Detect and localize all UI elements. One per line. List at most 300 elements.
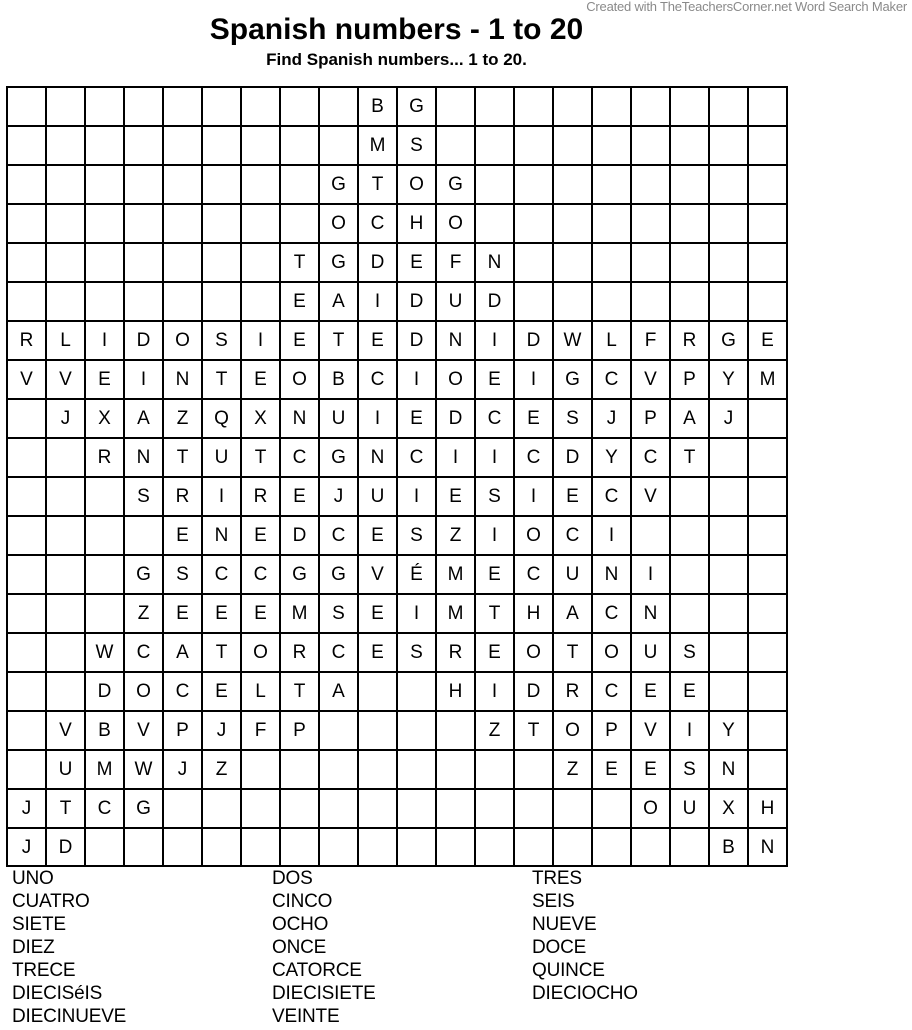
- grid-cell[interactable]: [358, 672, 397, 711]
- grid-cell[interactable]: [670, 165, 709, 204]
- grid-cell[interactable]: [670, 828, 709, 866]
- grid-cell[interactable]: O: [553, 711, 592, 750]
- grid-cell[interactable]: C: [397, 438, 436, 477]
- grid-cell[interactable]: R: [436, 633, 475, 672]
- grid-cell[interactable]: [46, 516, 85, 555]
- grid-cell[interactable]: [241, 204, 280, 243]
- grid-cell[interactable]: N: [475, 243, 514, 282]
- grid-cell[interactable]: H: [397, 204, 436, 243]
- grid-cell[interactable]: [475, 828, 514, 866]
- grid-cell[interactable]: [319, 789, 358, 828]
- grid-cell[interactable]: S: [397, 516, 436, 555]
- grid-cell[interactable]: [553, 126, 592, 165]
- grid-cell[interactable]: [7, 204, 46, 243]
- grid-cell[interactable]: [748, 243, 787, 282]
- grid-cell[interactable]: T: [163, 438, 202, 477]
- grid-cell[interactable]: V: [631, 477, 670, 516]
- grid-cell[interactable]: [709, 594, 748, 633]
- grid-cell[interactable]: T: [475, 594, 514, 633]
- grid-cell[interactable]: I: [436, 438, 475, 477]
- grid-cell[interactable]: Z: [475, 711, 514, 750]
- grid-cell[interactable]: I: [85, 321, 124, 360]
- grid-cell[interactable]: S: [397, 633, 436, 672]
- grid-cell[interactable]: [280, 87, 319, 126]
- grid-cell[interactable]: C: [514, 555, 553, 594]
- grid-cell[interactable]: [7, 594, 46, 633]
- grid-cell[interactable]: [163, 282, 202, 321]
- grid-cell[interactable]: [553, 165, 592, 204]
- grid-cell[interactable]: J: [709, 399, 748, 438]
- grid-cell[interactable]: [7, 282, 46, 321]
- grid-cell[interactable]: T: [46, 789, 85, 828]
- grid-cell[interactable]: [280, 126, 319, 165]
- grid-cell[interactable]: G: [709, 321, 748, 360]
- grid-cell[interactable]: [670, 126, 709, 165]
- grid-cell[interactable]: O: [280, 360, 319, 399]
- grid-cell[interactable]: O: [319, 204, 358, 243]
- grid-cell[interactable]: W: [124, 750, 163, 789]
- grid-cell[interactable]: [670, 204, 709, 243]
- grid-cell[interactable]: O: [592, 633, 631, 672]
- grid-cell[interactable]: C: [85, 789, 124, 828]
- grid-cell[interactable]: [7, 438, 46, 477]
- grid-cell[interactable]: [124, 282, 163, 321]
- grid-cell[interactable]: [124, 204, 163, 243]
- grid-cell[interactable]: G: [124, 555, 163, 594]
- grid-cell[interactable]: [163, 204, 202, 243]
- grid-cell[interactable]: [46, 555, 85, 594]
- grid-cell[interactable]: [475, 87, 514, 126]
- grid-cell[interactable]: T: [280, 672, 319, 711]
- grid-cell[interactable]: [397, 750, 436, 789]
- grid-cell[interactable]: [553, 282, 592, 321]
- grid-cell[interactable]: [709, 243, 748, 282]
- grid-cell[interactable]: [124, 243, 163, 282]
- grid-cell[interactable]: U: [553, 555, 592, 594]
- grid-cell[interactable]: H: [436, 672, 475, 711]
- grid-cell[interactable]: D: [475, 282, 514, 321]
- grid-cell[interactable]: O: [241, 633, 280, 672]
- grid-cell[interactable]: [514, 165, 553, 204]
- grid-cell[interactable]: M: [436, 594, 475, 633]
- grid-cell[interactable]: E: [553, 477, 592, 516]
- grid-cell[interactable]: S: [202, 321, 241, 360]
- grid-cell[interactable]: [358, 711, 397, 750]
- grid-cell[interactable]: [7, 165, 46, 204]
- grid-cell[interactable]: [748, 438, 787, 477]
- grid-cell[interactable]: I: [475, 321, 514, 360]
- grid-cell[interactable]: M: [436, 555, 475, 594]
- grid-cell[interactable]: [7, 750, 46, 789]
- grid-cell[interactable]: [46, 438, 85, 477]
- grid-cell[interactable]: V: [631, 360, 670, 399]
- grid-cell[interactable]: U: [436, 282, 475, 321]
- grid-cell[interactable]: N: [280, 399, 319, 438]
- grid-cell[interactable]: E: [280, 477, 319, 516]
- grid-cell[interactable]: V: [46, 711, 85, 750]
- grid-cell[interactable]: X: [241, 399, 280, 438]
- grid-cell[interactable]: [280, 165, 319, 204]
- grid-cell[interactable]: [553, 828, 592, 866]
- grid-cell[interactable]: [85, 126, 124, 165]
- grid-cell[interactable]: T: [358, 165, 397, 204]
- grid-cell[interactable]: [748, 516, 787, 555]
- grid-cell[interactable]: [709, 672, 748, 711]
- grid-cell[interactable]: [475, 126, 514, 165]
- grid-cell[interactable]: V: [7, 360, 46, 399]
- grid-cell[interactable]: [7, 126, 46, 165]
- grid-cell[interactable]: M: [748, 360, 787, 399]
- grid-cell[interactable]: [631, 243, 670, 282]
- grid-cell[interactable]: N: [202, 516, 241, 555]
- grid-cell[interactable]: V: [46, 360, 85, 399]
- grid-cell[interactable]: G: [319, 165, 358, 204]
- grid-cell[interactable]: [631, 126, 670, 165]
- grid-cell[interactable]: N: [163, 360, 202, 399]
- grid-cell[interactable]: [7, 711, 46, 750]
- grid-cell[interactable]: [163, 165, 202, 204]
- grid-cell[interactable]: [709, 477, 748, 516]
- grid-cell[interactable]: [748, 594, 787, 633]
- grid-cell[interactable]: [709, 87, 748, 126]
- grid-cell[interactable]: [7, 555, 46, 594]
- grid-cell[interactable]: [475, 165, 514, 204]
- grid-cell[interactable]: [514, 243, 553, 282]
- grid-cell[interactable]: O: [514, 516, 553, 555]
- grid-cell[interactable]: I: [358, 282, 397, 321]
- grid-cell[interactable]: [46, 477, 85, 516]
- grid-cell[interactable]: [46, 594, 85, 633]
- grid-cell[interactable]: [553, 204, 592, 243]
- grid-cell[interactable]: E: [202, 594, 241, 633]
- grid-cell[interactable]: D: [280, 516, 319, 555]
- grid-cell[interactable]: [748, 672, 787, 711]
- grid-cell[interactable]: [592, 165, 631, 204]
- grid-cell[interactable]: A: [670, 399, 709, 438]
- grid-cell[interactable]: C: [592, 477, 631, 516]
- grid-cell[interactable]: [124, 516, 163, 555]
- grid-cell[interactable]: C: [514, 438, 553, 477]
- grid-cell[interactable]: M: [280, 594, 319, 633]
- grid-cell[interactable]: Z: [163, 399, 202, 438]
- grid-cell[interactable]: C: [280, 438, 319, 477]
- grid-cell[interactable]: [631, 828, 670, 866]
- grid-cell[interactable]: P: [592, 711, 631, 750]
- grid-cell[interactable]: Z: [436, 516, 475, 555]
- grid-cell[interactable]: R: [670, 321, 709, 360]
- grid-cell[interactable]: [85, 555, 124, 594]
- grid-cell[interactable]: I: [631, 555, 670, 594]
- grid-cell[interactable]: [358, 828, 397, 866]
- grid-cell[interactable]: G: [397, 87, 436, 126]
- grid-cell[interactable]: O: [124, 672, 163, 711]
- grid-cell[interactable]: D: [124, 321, 163, 360]
- grid-cell[interactable]: D: [514, 321, 553, 360]
- grid-cell[interactable]: [592, 126, 631, 165]
- grid-cell[interactable]: C: [319, 633, 358, 672]
- grid-cell[interactable]: [748, 711, 787, 750]
- grid-cell[interactable]: G: [436, 165, 475, 204]
- grid-cell[interactable]: [748, 87, 787, 126]
- grid-cell[interactable]: [748, 477, 787, 516]
- grid-cell[interactable]: [631, 204, 670, 243]
- grid-cell[interactable]: R: [241, 477, 280, 516]
- grid-cell[interactable]: D: [397, 282, 436, 321]
- grid-cell[interactable]: [85, 477, 124, 516]
- grid-cell[interactable]: S: [553, 399, 592, 438]
- grid-cell[interactable]: P: [163, 711, 202, 750]
- grid-cell[interactable]: E: [748, 321, 787, 360]
- grid-cell[interactable]: [475, 789, 514, 828]
- grid-cell[interactable]: J: [7, 789, 46, 828]
- grid-cell[interactable]: [241, 243, 280, 282]
- grid-cell[interactable]: A: [163, 633, 202, 672]
- grid-cell[interactable]: [709, 516, 748, 555]
- grid-cell[interactable]: E: [280, 282, 319, 321]
- grid-cell[interactable]: [85, 594, 124, 633]
- grid-cell[interactable]: [397, 789, 436, 828]
- grid-cell[interactable]: N: [592, 555, 631, 594]
- grid-cell[interactable]: [124, 828, 163, 866]
- grid-cell[interactable]: [514, 828, 553, 866]
- grid-cell[interactable]: [202, 282, 241, 321]
- grid-cell[interactable]: D: [46, 828, 85, 866]
- grid-cell[interactable]: O: [397, 165, 436, 204]
- grid-cell[interactable]: [202, 165, 241, 204]
- grid-cell[interactable]: C: [241, 555, 280, 594]
- grid-cell[interactable]: [631, 165, 670, 204]
- grid-cell[interactable]: [592, 87, 631, 126]
- grid-cell[interactable]: [241, 750, 280, 789]
- grid-cell[interactable]: N: [358, 438, 397, 477]
- grid-cell[interactable]: [514, 204, 553, 243]
- grid-cell[interactable]: E: [358, 516, 397, 555]
- grid-cell[interactable]: E: [475, 360, 514, 399]
- grid-cell[interactable]: U: [319, 399, 358, 438]
- grid-cell[interactable]: [163, 87, 202, 126]
- grid-cell[interactable]: [397, 828, 436, 866]
- grid-cell[interactable]: [631, 282, 670, 321]
- grid-cell[interactable]: L: [46, 321, 85, 360]
- grid-cell[interactable]: Y: [709, 711, 748, 750]
- grid-cell[interactable]: U: [46, 750, 85, 789]
- grid-cell[interactable]: O: [436, 360, 475, 399]
- grid-cell[interactable]: R: [553, 672, 592, 711]
- grid-cell[interactable]: V: [124, 711, 163, 750]
- grid-cell[interactable]: [709, 438, 748, 477]
- grid-cell[interactable]: [592, 789, 631, 828]
- grid-cell[interactable]: G: [319, 243, 358, 282]
- grid-cell[interactable]: [202, 126, 241, 165]
- grid-cell[interactable]: U: [358, 477, 397, 516]
- grid-cell[interactable]: B: [709, 828, 748, 866]
- grid-cell[interactable]: E: [358, 321, 397, 360]
- grid-cell[interactable]: [709, 165, 748, 204]
- grid-cell[interactable]: [319, 750, 358, 789]
- grid-cell[interactable]: E: [514, 399, 553, 438]
- grid-cell[interactable]: P: [280, 711, 319, 750]
- grid-cell[interactable]: [631, 87, 670, 126]
- grid-cell[interactable]: E: [202, 672, 241, 711]
- grid-cell[interactable]: I: [475, 438, 514, 477]
- grid-cell[interactable]: E: [631, 672, 670, 711]
- grid-cell[interactable]: I: [397, 477, 436, 516]
- grid-cell[interactable]: [553, 789, 592, 828]
- grid-cell[interactable]: [46, 165, 85, 204]
- grid-cell[interactable]: [85, 243, 124, 282]
- grid-cell[interactable]: P: [670, 360, 709, 399]
- grid-cell[interactable]: [748, 282, 787, 321]
- grid-cell[interactable]: [7, 243, 46, 282]
- grid-cell[interactable]: T: [241, 438, 280, 477]
- grid-cell[interactable]: L: [592, 321, 631, 360]
- grid-cell[interactable]: B: [319, 360, 358, 399]
- grid-cell[interactable]: [709, 204, 748, 243]
- grid-cell[interactable]: A: [319, 672, 358, 711]
- grid-cell[interactable]: [475, 750, 514, 789]
- grid-cell[interactable]: I: [397, 594, 436, 633]
- grid-cell[interactable]: E: [592, 750, 631, 789]
- grid-cell[interactable]: I: [475, 516, 514, 555]
- grid-cell[interactable]: Y: [709, 360, 748, 399]
- grid-cell[interactable]: J: [163, 750, 202, 789]
- grid-cell[interactable]: D: [397, 321, 436, 360]
- grid-cell[interactable]: O: [163, 321, 202, 360]
- grid-cell[interactable]: [670, 555, 709, 594]
- grid-cell[interactable]: N: [631, 594, 670, 633]
- grid-cell[interactable]: E: [631, 750, 670, 789]
- grid-cell[interactable]: W: [553, 321, 592, 360]
- grid-cell[interactable]: [592, 282, 631, 321]
- grid-cell[interactable]: [202, 87, 241, 126]
- grid-cell[interactable]: [85, 204, 124, 243]
- grid-cell[interactable]: S: [397, 126, 436, 165]
- grid-cell[interactable]: [85, 87, 124, 126]
- grid-cell[interactable]: [46, 282, 85, 321]
- grid-cell[interactable]: [163, 126, 202, 165]
- grid-cell[interactable]: [241, 789, 280, 828]
- grid-cell[interactable]: T: [670, 438, 709, 477]
- grid-cell[interactable]: [241, 87, 280, 126]
- grid-cell[interactable]: A: [319, 282, 358, 321]
- grid-cell[interactable]: C: [124, 633, 163, 672]
- grid-cell[interactable]: [631, 516, 670, 555]
- grid-cell[interactable]: [280, 828, 319, 866]
- grid-cell[interactable]: T: [202, 360, 241, 399]
- grid-cell[interactable]: G: [553, 360, 592, 399]
- grid-cell[interactable]: [514, 789, 553, 828]
- grid-cell[interactable]: [7, 633, 46, 672]
- grid-cell[interactable]: [280, 204, 319, 243]
- grid-cell[interactable]: C: [592, 672, 631, 711]
- grid-cell[interactable]: C: [592, 594, 631, 633]
- grid-cell[interactable]: G: [319, 438, 358, 477]
- grid-cell[interactable]: L: [241, 672, 280, 711]
- grid-cell[interactable]: [163, 828, 202, 866]
- grid-cell[interactable]: O: [436, 204, 475, 243]
- grid-cell[interactable]: [436, 711, 475, 750]
- grid-cell[interactable]: [163, 789, 202, 828]
- grid-cell[interactable]: C: [163, 672, 202, 711]
- grid-cell[interactable]: I: [475, 672, 514, 711]
- grid-cell[interactable]: R: [85, 438, 124, 477]
- grid-cell[interactable]: X: [709, 789, 748, 828]
- grid-cell[interactable]: B: [85, 711, 124, 750]
- grid-cell[interactable]: N: [436, 321, 475, 360]
- grid-cell[interactable]: [670, 243, 709, 282]
- grid-cell[interactable]: E: [397, 243, 436, 282]
- grid-cell[interactable]: [397, 711, 436, 750]
- grid-cell[interactable]: Z: [124, 594, 163, 633]
- grid-cell[interactable]: D: [553, 438, 592, 477]
- grid-cell[interactable]: H: [514, 594, 553, 633]
- grid-cell[interactable]: N: [748, 828, 787, 866]
- grid-cell[interactable]: [748, 204, 787, 243]
- grid-cell[interactable]: [241, 282, 280, 321]
- grid-cell[interactable]: [163, 243, 202, 282]
- grid-cell[interactable]: [319, 828, 358, 866]
- grid-cell[interactable]: [46, 672, 85, 711]
- grid-cell[interactable]: S: [670, 750, 709, 789]
- grid-cell[interactable]: Z: [553, 750, 592, 789]
- grid-cell[interactable]: [748, 126, 787, 165]
- grid-cell[interactable]: [748, 165, 787, 204]
- grid-cell[interactable]: S: [319, 594, 358, 633]
- grid-cell[interactable]: I: [514, 477, 553, 516]
- grid-cell[interactable]: I: [670, 711, 709, 750]
- grid-cell[interactable]: [202, 204, 241, 243]
- grid-cell[interactable]: S: [124, 477, 163, 516]
- grid-cell[interactable]: F: [436, 243, 475, 282]
- grid-cell[interactable]: A: [124, 399, 163, 438]
- grid-cell[interactable]: Y: [592, 438, 631, 477]
- grid-cell[interactable]: X: [85, 399, 124, 438]
- grid-cell[interactable]: V: [358, 555, 397, 594]
- grid-cell[interactable]: [7, 87, 46, 126]
- grid-cell[interactable]: [46, 87, 85, 126]
- grid-cell[interactable]: C: [358, 204, 397, 243]
- grid-cell[interactable]: [202, 828, 241, 866]
- grid-cell[interactable]: [514, 87, 553, 126]
- grid-cell[interactable]: [241, 165, 280, 204]
- grid-cell[interactable]: [436, 828, 475, 866]
- grid-cell[interactable]: E: [163, 516, 202, 555]
- grid-cell[interactable]: E: [241, 516, 280, 555]
- grid-cell[interactable]: C: [202, 555, 241, 594]
- grid-cell[interactable]: [85, 516, 124, 555]
- grid-cell[interactable]: D: [358, 243, 397, 282]
- grid-cell[interactable]: [748, 399, 787, 438]
- grid-cell[interactable]: [670, 477, 709, 516]
- grid-cell[interactable]: R: [280, 633, 319, 672]
- grid-cell[interactable]: M: [358, 126, 397, 165]
- grid-cell[interactable]: [748, 555, 787, 594]
- grid-cell[interactable]: O: [514, 633, 553, 672]
- grid-cell[interactable]: [514, 750, 553, 789]
- grid-cell[interactable]: U: [631, 633, 670, 672]
- grid-cell[interactable]: [397, 672, 436, 711]
- grid-cell[interactable]: [46, 633, 85, 672]
- grid-cell[interactable]: E: [241, 594, 280, 633]
- grid-cell[interactable]: E: [358, 633, 397, 672]
- grid-cell[interactable]: [46, 126, 85, 165]
- grid-cell[interactable]: [7, 672, 46, 711]
- grid-cell[interactable]: S: [670, 633, 709, 672]
- grid-cell[interactable]: [670, 516, 709, 555]
- grid-cell[interactable]: [475, 204, 514, 243]
- grid-cell[interactable]: [202, 243, 241, 282]
- grid-cell[interactable]: [85, 828, 124, 866]
